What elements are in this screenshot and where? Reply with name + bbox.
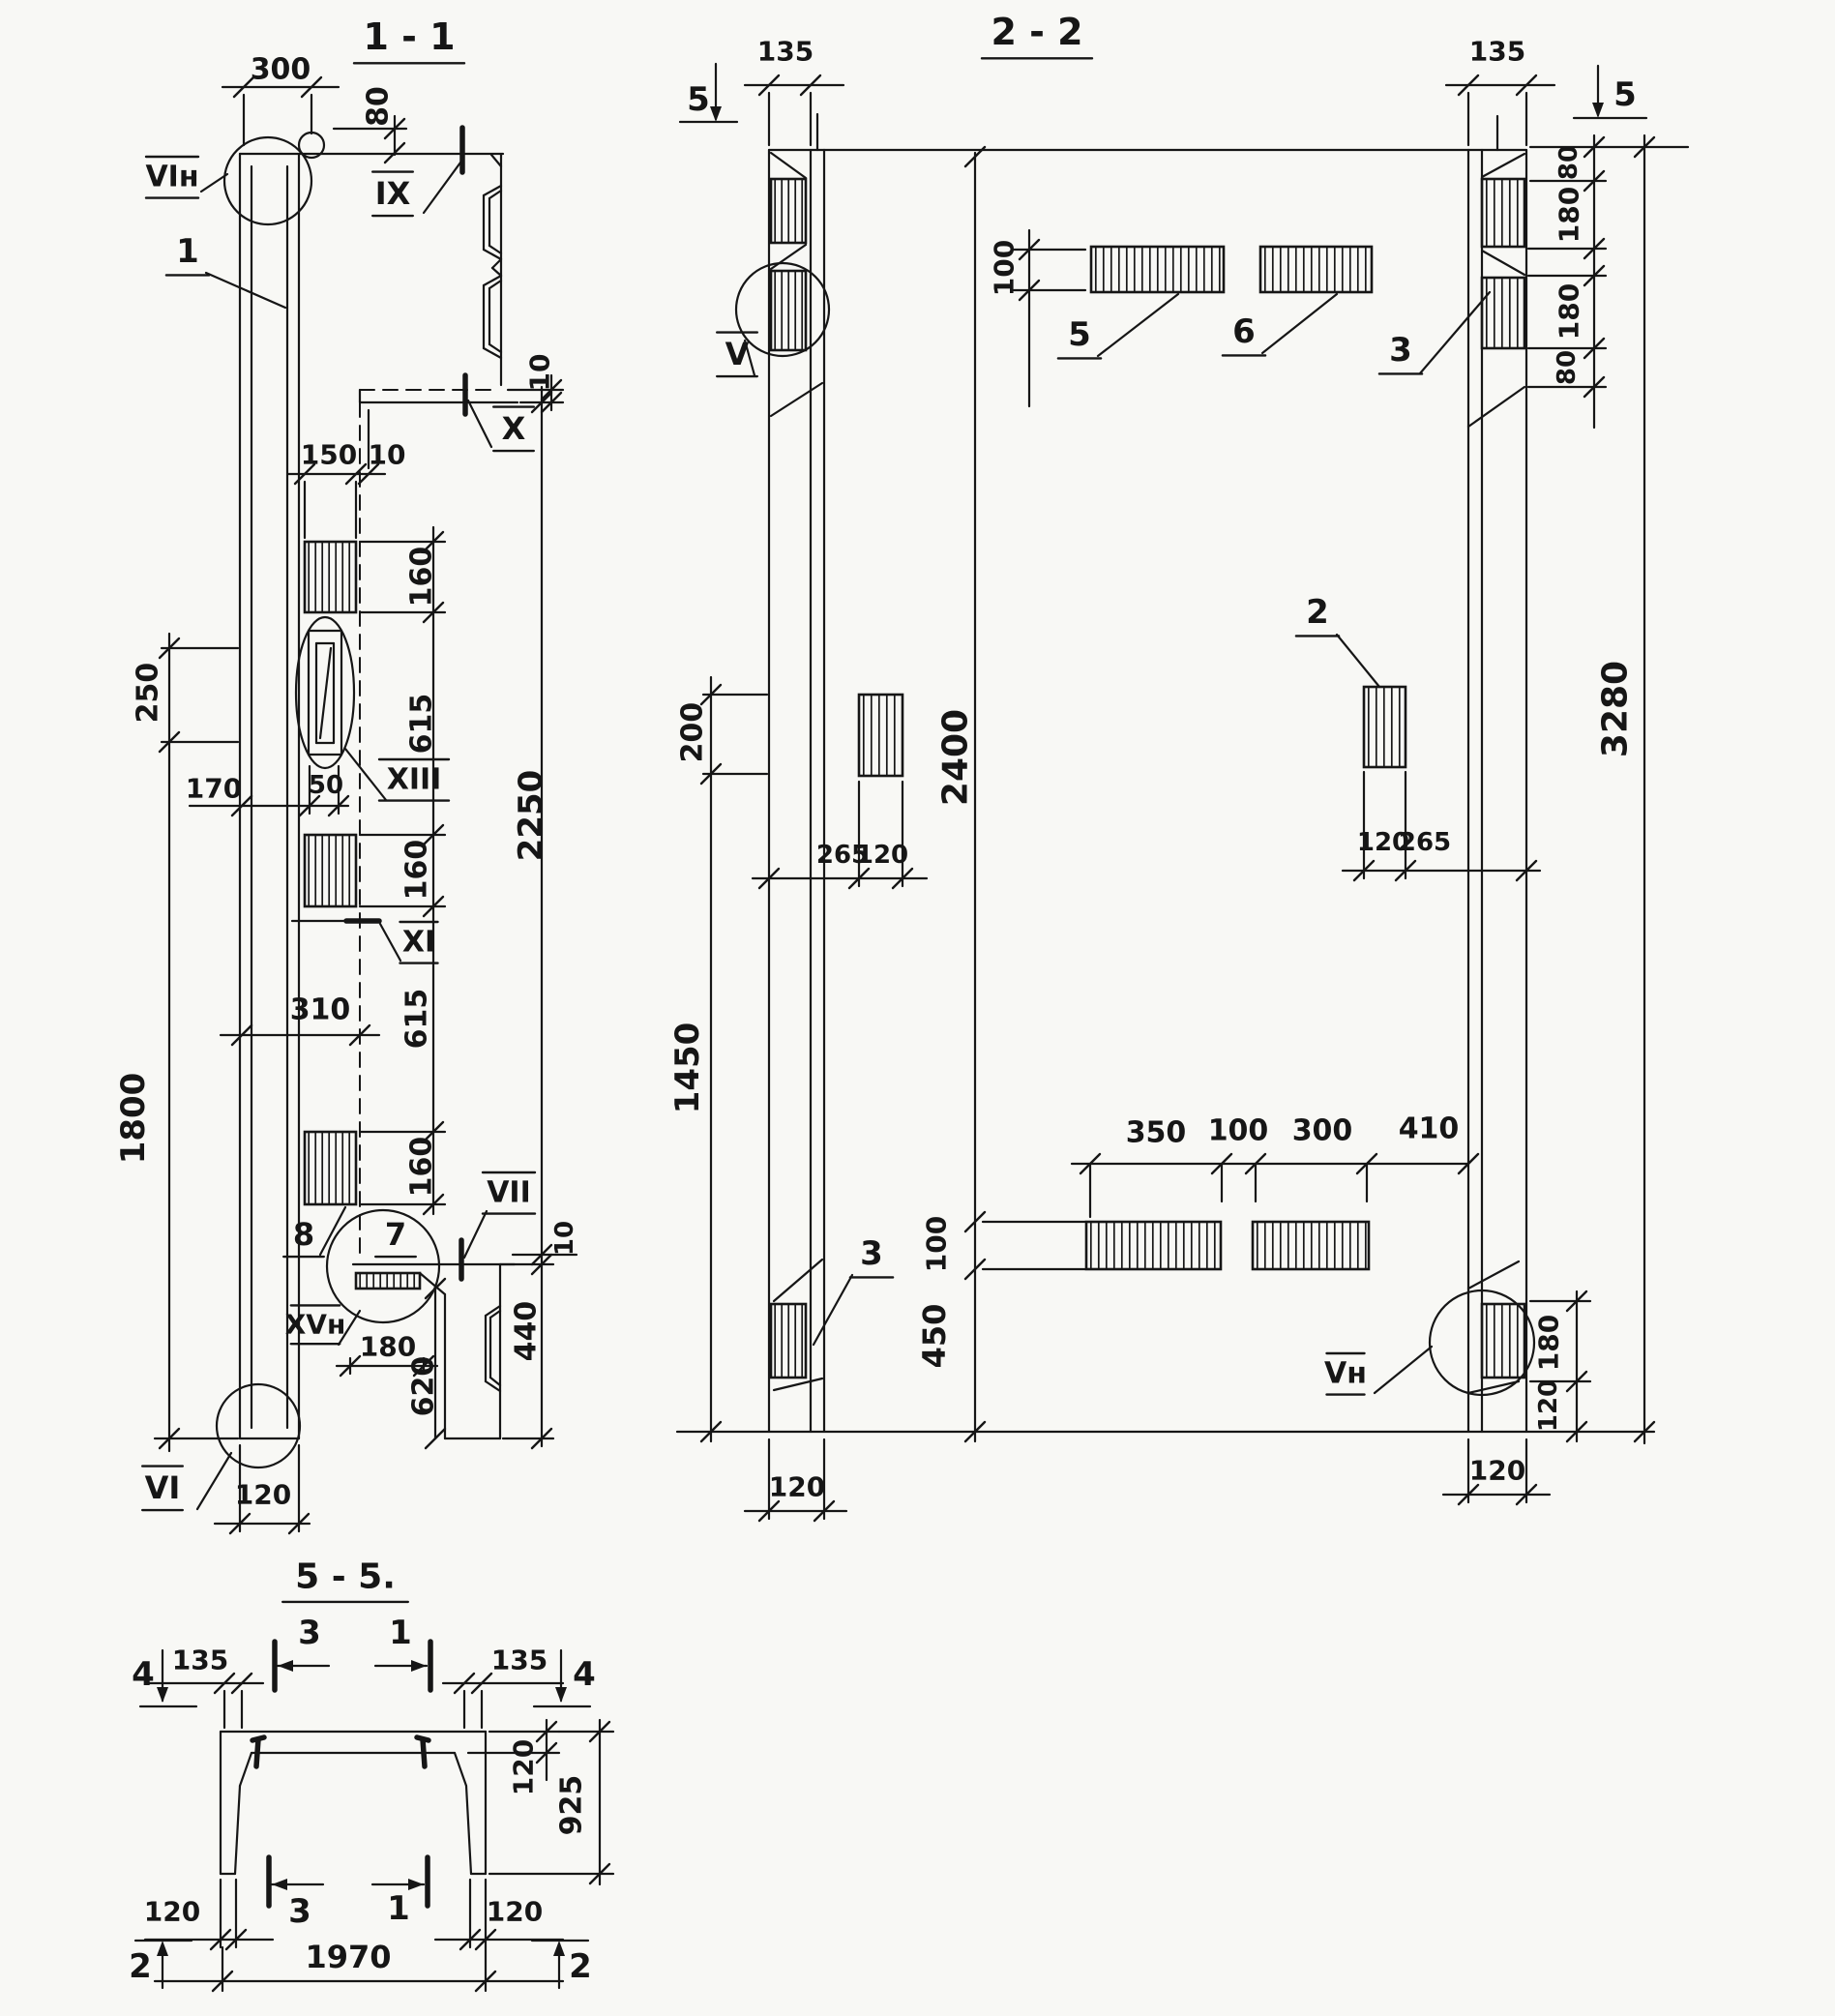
part-label: 3 bbox=[860, 1234, 883, 1273]
part-label: 7 bbox=[384, 1216, 407, 1253]
arrowhead bbox=[411, 1660, 427, 1672]
contour-line bbox=[490, 1378, 500, 1385]
section-2-2 bbox=[668, 11, 1688, 1521]
contour-line bbox=[771, 245, 806, 269]
dim-label: 265 bbox=[1398, 828, 1452, 857]
hatch-border bbox=[305, 835, 356, 906]
dim-label: 1450 bbox=[668, 1022, 707, 1114]
dim-label: 160 bbox=[404, 546, 439, 608]
dim-label: 615 bbox=[404, 693, 439, 755]
contour-line bbox=[424, 163, 460, 213]
view-mark: VIн bbox=[145, 160, 199, 194]
dim-label: 120 bbox=[234, 1478, 292, 1511]
contour-line bbox=[235, 1786, 240, 1874]
contour-line bbox=[206, 273, 285, 308]
part-label: 8 bbox=[292, 1216, 315, 1253]
arrowhead bbox=[278, 1660, 293, 1672]
dim-label: 925 bbox=[554, 1774, 589, 1836]
dim-label: 150 bbox=[300, 438, 358, 471]
section-title: 5 - 5. bbox=[295, 1556, 396, 1597]
detail-circle bbox=[327, 1210, 439, 1322]
view-mark: V bbox=[725, 336, 750, 372]
dim-label: 180 bbox=[359, 1330, 417, 1363]
dim-label: 120 bbox=[1468, 1454, 1526, 1487]
hatch-area bbox=[771, 271, 806, 350]
cut-mark-label: 2 bbox=[129, 1947, 152, 1986]
dim-label: 80 bbox=[1554, 144, 1583, 181]
arrowhead bbox=[408, 1879, 424, 1890]
contour-line bbox=[1482, 154, 1524, 177]
contour-line bbox=[1098, 294, 1178, 356]
hatch-area bbox=[771, 179, 806, 243]
hatch-area bbox=[771, 1304, 806, 1378]
dim-label: 300 bbox=[250, 52, 311, 87]
view-mark: X bbox=[501, 410, 526, 447]
arrowhead bbox=[157, 1941, 168, 1956]
cut-mark-label: 2 bbox=[569, 1947, 592, 1986]
hatch-border bbox=[859, 695, 903, 776]
dim-label: 2400 bbox=[935, 708, 976, 807]
hatch-border bbox=[305, 1132, 356, 1204]
contour-line bbox=[491, 155, 501, 166]
part-label: 6 bbox=[1232, 312, 1256, 351]
part-label: 2 bbox=[1306, 593, 1329, 632]
section-1-1 bbox=[114, 15, 579, 1533]
dim-label: 250 bbox=[131, 662, 165, 724]
dim-label: 1970 bbox=[305, 1939, 392, 1975]
dim-label: 50 bbox=[308, 771, 344, 800]
dim-label: 135 bbox=[756, 35, 814, 68]
dim-label: 350 bbox=[1125, 1115, 1187, 1150]
dim-label: 170 bbox=[185, 772, 243, 805]
contour-line bbox=[774, 1379, 822, 1390]
section-title: 2 - 2 bbox=[991, 11, 1083, 53]
contour-line bbox=[489, 344, 501, 352]
contour-line bbox=[492, 268, 501, 276]
contour-line bbox=[1468, 387, 1524, 427]
contour-line bbox=[468, 400, 491, 447]
hatch-area bbox=[1364, 687, 1406, 767]
cut-mark-label: 4 bbox=[573, 1655, 596, 1694]
contour-line bbox=[345, 749, 386, 800]
dim-label: 100 bbox=[920, 1215, 953, 1273]
dim-label: 10 bbox=[523, 353, 556, 392]
dim-label: 120 bbox=[768, 1470, 826, 1503]
contour-line bbox=[774, 1260, 822, 1301]
contour-line bbox=[240, 1753, 252, 1786]
contour-line bbox=[1337, 635, 1379, 687]
hatch-area bbox=[1091, 247, 1224, 292]
dim-label: 265 bbox=[815, 841, 870, 870]
contour-line bbox=[771, 383, 822, 416]
dim-label: 620 bbox=[406, 1355, 441, 1417]
contour-line bbox=[197, 1453, 231, 1509]
hatch-border bbox=[305, 542, 356, 612]
view-mark: XIII bbox=[386, 762, 442, 797]
dim-label: 615 bbox=[400, 988, 434, 1050]
dim-label: 120 bbox=[507, 1738, 540, 1796]
dim-label: 100 bbox=[988, 239, 1021, 297]
cut-mark bbox=[417, 1737, 429, 1740]
dim-label: 120 bbox=[1534, 1379, 1563, 1433]
dim-label: 120 bbox=[1356, 828, 1410, 857]
arrowhead bbox=[272, 1879, 287, 1890]
dim-label: 10 bbox=[368, 438, 406, 471]
contour-line bbox=[1482, 251, 1524, 275]
view-mark: XVн bbox=[284, 1308, 346, 1341]
arrowhead bbox=[710, 106, 722, 122]
contour-line bbox=[492, 259, 501, 268]
hatch-area bbox=[1253, 1222, 1369, 1269]
cut-mark-label: 3 bbox=[288, 1892, 311, 1931]
hatch-area bbox=[305, 1132, 356, 1204]
dim-label: 80 bbox=[361, 86, 396, 127]
hatch-area bbox=[1482, 278, 1524, 348]
part-label: 3 bbox=[1389, 331, 1412, 370]
dim-label: 135 bbox=[1468, 35, 1526, 68]
contour-line bbox=[455, 1753, 466, 1786]
dim-label: 310 bbox=[289, 993, 351, 1027]
view-mark: VII bbox=[487, 1175, 531, 1210]
dim-label: 120 bbox=[486, 1895, 544, 1928]
hatch-area bbox=[1482, 179, 1524, 247]
contour-line bbox=[1375, 1347, 1432, 1393]
view-mark: Vн bbox=[1324, 1356, 1367, 1391]
contour-line bbox=[484, 276, 501, 285]
dim-label: 80 bbox=[1553, 349, 1582, 386]
contour-line bbox=[484, 186, 501, 195]
cut-mark bbox=[256, 1739, 258, 1766]
dim-label: 135 bbox=[490, 1644, 548, 1676]
cut-mark-label: 1 bbox=[389, 1614, 412, 1652]
dim-label: 10 bbox=[550, 1220, 579, 1257]
dim-label: 160 bbox=[400, 839, 434, 901]
part-label: 5 bbox=[1068, 315, 1091, 354]
contour-line bbox=[320, 1207, 345, 1255]
hatch-area bbox=[1260, 247, 1372, 292]
cut-mark-label: 5 bbox=[1613, 75, 1637, 114]
dim-label: 1800 bbox=[114, 1072, 153, 1165]
dim-label: 100 bbox=[1207, 1113, 1269, 1148]
dim-label: 3280 bbox=[1595, 660, 1636, 758]
contour-line bbox=[1420, 292, 1490, 373]
section-5-5 bbox=[129, 1557, 613, 1992]
contour-line bbox=[771, 153, 806, 178]
arrowhead bbox=[553, 1941, 565, 1956]
dim-label: 180 bbox=[1553, 282, 1585, 341]
view-mark: VI bbox=[144, 1469, 181, 1506]
dim-label: 180 bbox=[1553, 186, 1585, 244]
dim-label: 450 bbox=[916, 1303, 953, 1369]
dim-label: 135 bbox=[171, 1644, 229, 1676]
section-title: 1 - 1 bbox=[363, 15, 456, 58]
hatch-area bbox=[1086, 1222, 1221, 1269]
dim-label: 160 bbox=[404, 1136, 439, 1198]
part-label: 1 bbox=[176, 232, 199, 271]
contour-line bbox=[1262, 294, 1337, 353]
hatch-area bbox=[859, 695, 903, 776]
contour-line bbox=[380, 924, 400, 961]
cut-mark-label: 3 bbox=[298, 1614, 321, 1652]
arrowhead bbox=[1592, 103, 1604, 118]
hatch-area bbox=[305, 542, 356, 612]
cut-mark-label: 4 bbox=[132, 1655, 155, 1694]
arrowhead bbox=[157, 1687, 168, 1703]
contour-line bbox=[320, 648, 331, 738]
contour-line bbox=[1468, 1261, 1519, 1289]
contour-line bbox=[464, 1211, 487, 1258]
contour-line bbox=[486, 1306, 500, 1316]
dim-label: 2250 bbox=[512, 769, 550, 862]
hatch-border bbox=[1260, 247, 1372, 292]
dim-label: 200 bbox=[675, 701, 710, 763]
arrowhead bbox=[555, 1687, 567, 1703]
dim-label: 120 bbox=[143, 1895, 201, 1928]
contour-line bbox=[489, 246, 501, 253]
dim-label: 300 bbox=[1291, 1113, 1353, 1148]
dim-label: 410 bbox=[1398, 1112, 1460, 1146]
dim-label: 180 bbox=[1532, 1314, 1565, 1372]
cut-mark-label: 1 bbox=[387, 1889, 410, 1928]
cut-mark bbox=[423, 1739, 425, 1766]
dim-label: 120 bbox=[855, 841, 909, 870]
hatch-area bbox=[1482, 1304, 1524, 1378]
hatch-area bbox=[305, 835, 356, 906]
cut-mark bbox=[252, 1737, 264, 1740]
view-mark: XI bbox=[401, 925, 436, 960]
view-mark: IX bbox=[374, 175, 411, 212]
contour-line bbox=[466, 1786, 471, 1874]
hatch-area bbox=[356, 1273, 420, 1289]
cut-mark-label: 5 bbox=[687, 80, 710, 119]
dim-label: 440 bbox=[509, 1300, 544, 1362]
contour-line bbox=[814, 1275, 852, 1345]
